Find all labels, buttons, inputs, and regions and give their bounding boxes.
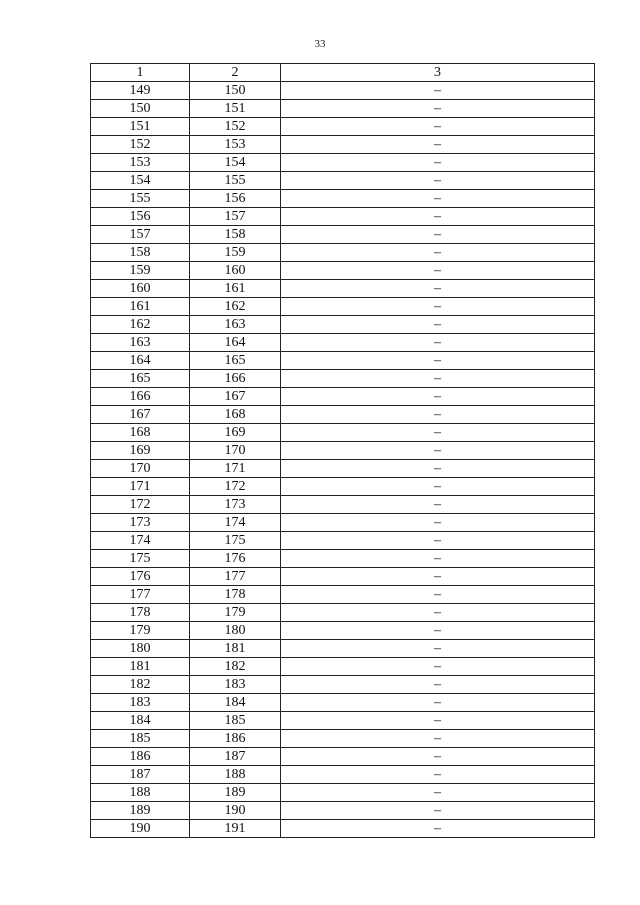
table-row (91, 424, 595, 442)
table-row (91, 604, 595, 622)
cell-col-1: 168 (91, 424, 190, 442)
cell-col-3: – (281, 676, 595, 694)
table-row (91, 568, 595, 586)
cell-col-2: 155 (190, 172, 281, 190)
cell-col-1: 186 (91, 748, 190, 766)
table-row (91, 748, 595, 766)
cell-col-2: 184 (190, 694, 281, 712)
column-header-2: 2 (190, 64, 281, 82)
cell-col-1: 179 (91, 622, 190, 640)
table-row (91, 622, 595, 640)
cell-col-1: 189 (91, 802, 190, 820)
table-row (91, 550, 595, 568)
cell-col-3: – (281, 748, 595, 766)
cell-col-1: 170 (91, 460, 190, 478)
cell-col-2: 158 (190, 226, 281, 244)
cell-col-2: 167 (190, 388, 281, 406)
cell-col-1: 163 (91, 334, 190, 352)
cell-col-3: – (281, 802, 595, 820)
table-row (91, 244, 595, 262)
table-row (91, 226, 595, 244)
table-row (91, 820, 595, 838)
cell-col-2: 163 (190, 316, 281, 334)
cell-col-2: 190 (190, 802, 281, 820)
table-row (91, 208, 595, 226)
cell-col-2: 185 (190, 712, 281, 730)
cell-col-2: 179 (190, 604, 281, 622)
cell-col-1: 158 (91, 244, 190, 262)
data-table (90, 63, 595, 838)
table-row (91, 82, 595, 100)
cell-col-1: 182 (91, 676, 190, 694)
cell-col-1: 150 (91, 100, 190, 118)
cell-col-3: – (281, 406, 595, 424)
table-row (91, 172, 595, 190)
cell-col-2: 156 (190, 190, 281, 208)
cell-col-3: – (281, 712, 595, 730)
cell-col-2: 173 (190, 496, 281, 514)
table-row (91, 532, 595, 550)
cell-col-2: 160 (190, 262, 281, 280)
cell-col-3: – (281, 658, 595, 676)
cell-col-1: 175 (91, 550, 190, 568)
cell-col-3: – (281, 208, 595, 226)
cell-col-1: 180 (91, 640, 190, 658)
table-row (91, 388, 595, 406)
cell-col-1: 172 (91, 496, 190, 514)
cell-col-1: 149 (91, 82, 190, 100)
cell-col-2: 178 (190, 586, 281, 604)
cell-col-3: – (281, 370, 595, 388)
table-row (91, 118, 595, 136)
cell-col-2: 175 (190, 532, 281, 550)
cell-col-2: 172 (190, 478, 281, 496)
cell-col-1: 161 (91, 298, 190, 316)
cell-col-2: 166 (190, 370, 281, 388)
cell-col-1: 177 (91, 586, 190, 604)
cell-col-3: – (281, 514, 595, 532)
cell-col-3: – (281, 532, 595, 550)
cell-col-1: 166 (91, 388, 190, 406)
cell-col-2: 191 (190, 820, 281, 838)
cell-col-2: 188 (190, 766, 281, 784)
table-row (91, 640, 595, 658)
cell-col-3: – (281, 460, 595, 478)
cell-col-1: 174 (91, 532, 190, 550)
cell-col-1: 155 (91, 190, 190, 208)
table-body (91, 82, 595, 838)
cell-col-3: – (281, 118, 595, 136)
cell-col-3: – (281, 694, 595, 712)
table-row (91, 658, 595, 676)
cell-col-2: 165 (190, 352, 281, 370)
cell-col-3: – (281, 172, 595, 190)
table-row (91, 136, 595, 154)
cell-col-1: 167 (91, 406, 190, 424)
cell-col-3: – (281, 298, 595, 316)
table-row (91, 730, 595, 748)
cell-col-1: 151 (91, 118, 190, 136)
cell-col-1: 188 (91, 784, 190, 802)
cell-col-3: – (281, 352, 595, 370)
cell-col-2: 182 (190, 658, 281, 676)
cell-col-3: – (281, 226, 595, 244)
cell-col-2: 152 (190, 118, 281, 136)
table-row (91, 460, 595, 478)
cell-col-2: 151 (190, 100, 281, 118)
cell-col-2: 187 (190, 748, 281, 766)
cell-col-1: 190 (91, 820, 190, 838)
cell-col-2: 161 (190, 280, 281, 298)
table-row (91, 676, 595, 694)
table-row (91, 496, 595, 514)
cell-col-3: – (281, 586, 595, 604)
table-row (91, 784, 595, 802)
cell-col-3: – (281, 604, 595, 622)
table-row (91, 514, 595, 532)
cell-col-3: – (281, 154, 595, 172)
cell-col-3: – (281, 442, 595, 460)
cell-col-1: 169 (91, 442, 190, 460)
cell-col-1: 164 (91, 352, 190, 370)
cell-col-3: – (281, 550, 595, 568)
table-row (91, 316, 595, 334)
table-header-row (91, 64, 595, 82)
cell-col-3: – (281, 82, 595, 100)
table-row (91, 190, 595, 208)
cell-col-3: – (281, 316, 595, 334)
cell-col-2: 176 (190, 550, 281, 568)
cell-col-2: 164 (190, 334, 281, 352)
cell-col-1: 178 (91, 604, 190, 622)
cell-col-2: 170 (190, 442, 281, 460)
table-row (91, 694, 595, 712)
cell-col-1: 152 (91, 136, 190, 154)
cell-col-2: 169 (190, 424, 281, 442)
table-row (91, 262, 595, 280)
table-row (91, 586, 595, 604)
cell-col-3: – (281, 244, 595, 262)
cell-col-3: – (281, 262, 595, 280)
cell-col-3: – (281, 478, 595, 496)
cell-col-2: 174 (190, 514, 281, 532)
cell-col-2: 162 (190, 298, 281, 316)
column-header-3: 3 (281, 64, 595, 82)
cell-col-2: 157 (190, 208, 281, 226)
table-row (91, 280, 595, 298)
cell-col-3: – (281, 730, 595, 748)
cell-col-1: 176 (91, 568, 190, 586)
cell-col-3: – (281, 622, 595, 640)
cell-col-1: 153 (91, 154, 190, 172)
cell-col-1: 159 (91, 262, 190, 280)
cell-col-1: 173 (91, 514, 190, 532)
page-number: 33 (314, 38, 326, 50)
table-row (91, 370, 595, 388)
cell-col-1: 181 (91, 658, 190, 676)
cell-col-1: 165 (91, 370, 190, 388)
cell-col-1: 171 (91, 478, 190, 496)
column-header-1: 1 (91, 64, 190, 82)
cell-col-2: 181 (190, 640, 281, 658)
table-row (91, 100, 595, 118)
table-row (91, 766, 595, 784)
cell-col-3: – (281, 568, 595, 586)
table-row (91, 334, 595, 352)
table-row (91, 478, 595, 496)
table-row (91, 712, 595, 730)
cell-col-2: 189 (190, 784, 281, 802)
cell-col-2: 153 (190, 136, 281, 154)
cell-col-1: 187 (91, 766, 190, 784)
cell-col-2: 159 (190, 244, 281, 262)
cell-col-1: 157 (91, 226, 190, 244)
cell-col-2: 171 (190, 460, 281, 478)
cell-col-1: 160 (91, 280, 190, 298)
cell-col-3: – (281, 136, 595, 154)
table-row (91, 802, 595, 820)
cell-col-3: – (281, 424, 595, 442)
cell-col-2: 168 (190, 406, 281, 424)
cell-col-2: 186 (190, 730, 281, 748)
cell-col-2: 183 (190, 676, 281, 694)
cell-col-1: 184 (91, 712, 190, 730)
cell-col-1: 185 (91, 730, 190, 748)
table-row (91, 298, 595, 316)
table-row (91, 352, 595, 370)
cell-col-1: 156 (91, 208, 190, 226)
cell-col-2: 177 (190, 568, 281, 586)
cell-col-2: 154 (190, 154, 281, 172)
cell-col-1: 183 (91, 694, 190, 712)
cell-col-3: – (281, 820, 595, 838)
cell-col-3: – (281, 388, 595, 406)
table-row (91, 406, 595, 424)
cell-col-3: – (281, 100, 595, 118)
table-row (91, 442, 595, 460)
cell-col-1: 162 (91, 316, 190, 334)
cell-col-1: 154 (91, 172, 190, 190)
cell-col-2: 180 (190, 622, 281, 640)
table-row (91, 154, 595, 172)
cell-col-3: – (281, 190, 595, 208)
cell-col-3: – (281, 280, 595, 298)
cell-col-3: – (281, 766, 595, 784)
cell-col-3: – (281, 640, 595, 658)
cell-col-3: – (281, 496, 595, 514)
cell-col-2: 150 (190, 82, 281, 100)
cell-col-3: – (281, 784, 595, 802)
cell-col-3: – (281, 334, 595, 352)
